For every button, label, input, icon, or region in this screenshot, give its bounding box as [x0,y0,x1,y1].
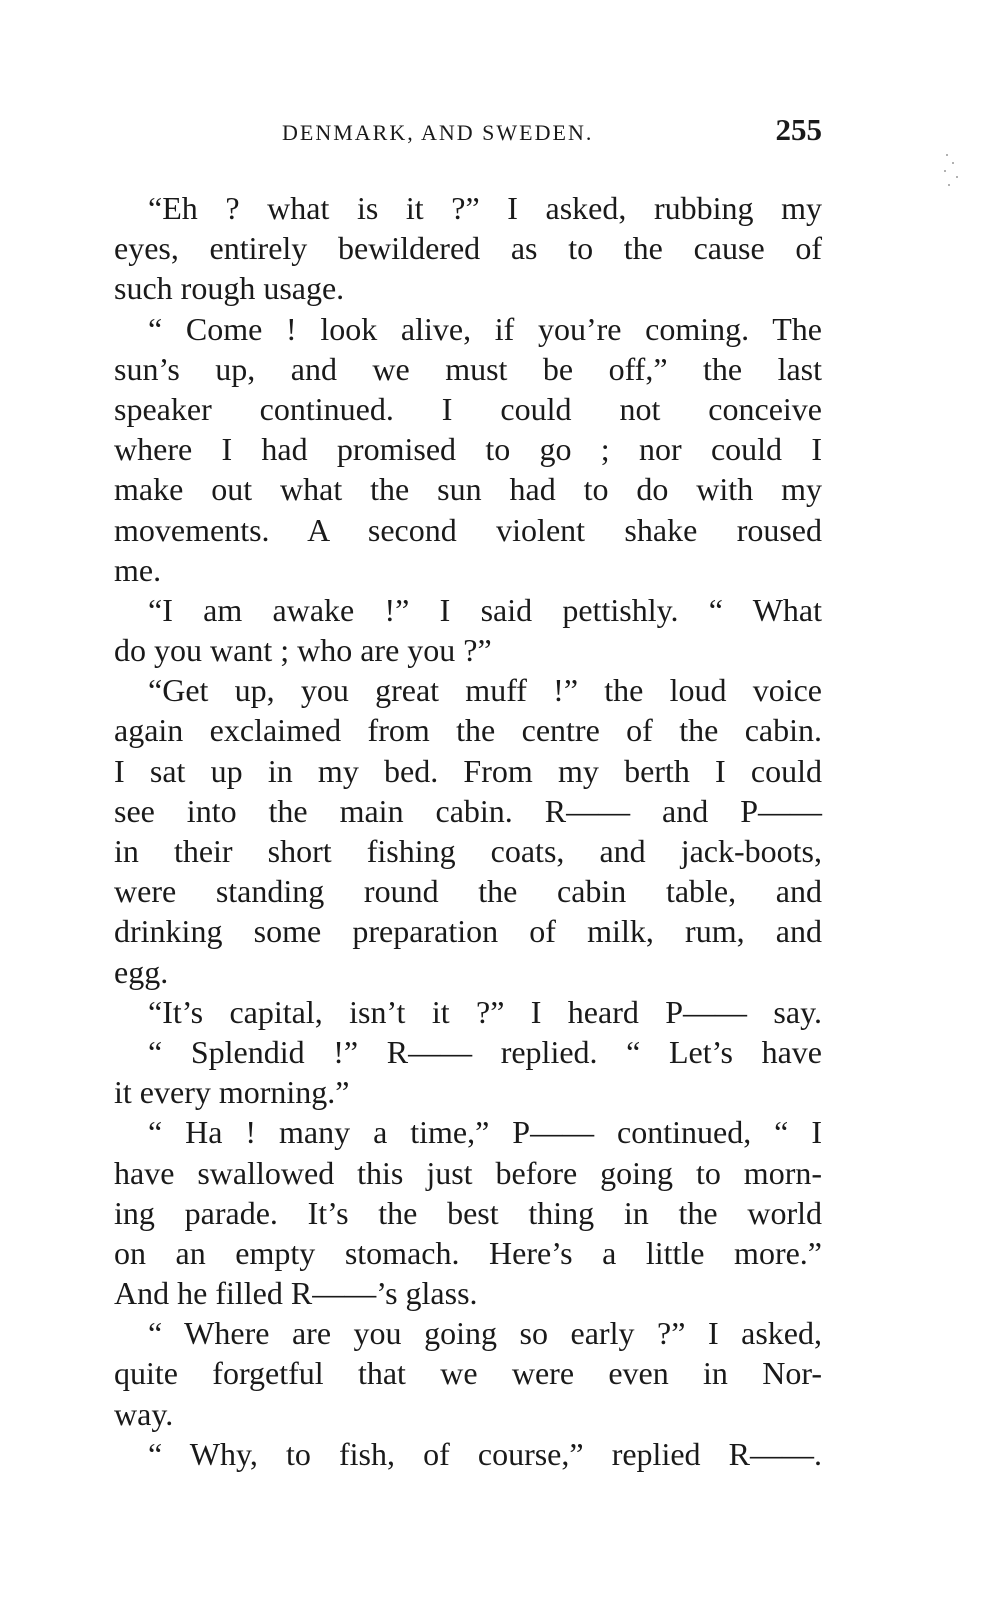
text-line: have swallowed this just before going to morn- [114,1154,822,1191]
speck [948,184,950,186]
text-line: quite forgetful that we were even in Nor- [114,1355,822,1392]
text-line: were standing round the cabin table, and [114,873,822,910]
speck [952,162,954,164]
speck [946,154,948,156]
text-line: sun’s up, and we must be off,” the last [114,350,822,387]
text-line: where I had promised to go ; nor could I [114,431,822,468]
text-line: again exclaimed from the centre of the cabin. [114,712,822,749]
text-line: drinking some preparation of milk, rum, and [114,913,822,950]
speck [944,170,946,172]
text-line: And he filled R——’s glass. [114,1275,478,1312]
text-line: make out what the sun had to do with my [114,471,822,508]
text-line: I sat up in my bed. From my berth I could [114,752,822,789]
page-number: 255 [775,112,822,147]
text-line: such rough usage. [114,270,345,307]
text-line: see into the main cabin. R—— and P—— [114,792,822,829]
text-line: do you want ; who are you ?” [114,632,492,669]
text-line: me. [114,551,162,588]
text-line: speaker continued. I could not conceive [114,390,822,427]
text-line: it every morning.” [114,1074,350,1111]
text-line: movements. A second violent shake roused [114,511,822,548]
text-line: “It’s capital, isn’t it ?” I heard P—— say. [148,993,822,1030]
text-line: “Get up, you great muff !” the loud voice [148,672,822,709]
text-line: egg. [114,953,169,990]
speck [956,176,958,178]
text-line: ing parade. It’s the best thing in the world [114,1194,822,1231]
text-line: “ Ha ! many a time,” P—— continued, “ I [148,1114,822,1151]
text-line: on an empty stomach. Here’s a little more.” [114,1234,822,1271]
text-line: “ Come ! look alive, if you’re coming. The [148,310,822,347]
text-line: “ Why, to fish, of course,” replied R——. [148,1435,822,1472]
text-line: “I am awake !” I said pettishly. “ What [148,591,822,628]
text-line: eyes, entirely bewildered as to the cause of [114,230,822,267]
text-line: “ Splendid !” R—— replied. “ Let’s have [148,1033,822,1070]
running-head [114,112,822,152]
text-line: way. [114,1395,174,1432]
running-title: DENMARK, AND SWEDEN. [282,120,594,145]
paper-specks [938,150,968,200]
text-line: “Eh ? what is it ?” I asked, rubbing my [148,190,822,226]
text-line: in their short fishing coats, and jack-boots, [114,833,822,869]
body-text [114,188,822,1474]
text-line: “ Where are you going so early ?” I asked, [148,1315,822,1352]
